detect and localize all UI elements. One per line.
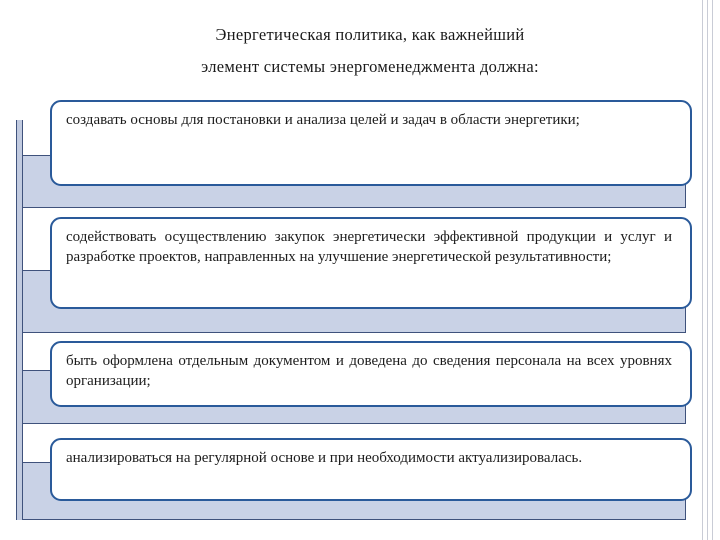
list-item-2 [50, 217, 692, 309]
slide-title-line-2: элемент системы энергоменеджмента должна: [201, 57, 539, 76]
right-border-decoration [698, 0, 720, 540]
list-item-2-text: содействовать осуществлению закупок энергетически эффективной продукции и услуг и разработке проектов, направленных на улучшение энергетической результативности; [66, 229, 672, 265]
list-item-4 [50, 438, 692, 501]
list-item-3-text: быть оформлена отдельным документом и доведена до сведения персонала на всех уровнях организации; [66, 353, 672, 389]
list-item-3 [50, 341, 692, 407]
list-item-4-text: анализироваться на регулярной основе и при необходимости актуализировалась. [66, 450, 583, 466]
slide-title-line-1: Энергетическая политика, как важнейший [215, 25, 525, 44]
list-item-1 [50, 100, 692, 186]
list-item-1-text: создавать основы для постановки и анализа целей и задач в области энергетики; [66, 112, 580, 128]
